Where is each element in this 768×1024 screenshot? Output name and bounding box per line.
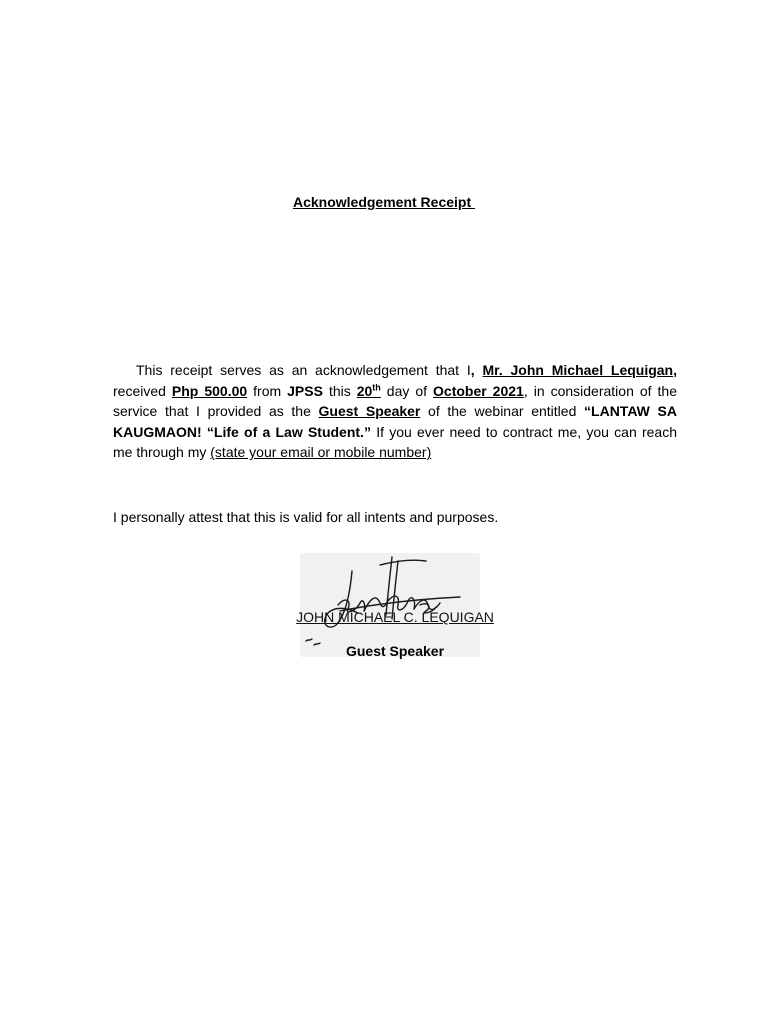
para-comma-1: ,	[470, 362, 483, 378]
receipt-paragraph	[113, 360, 677, 463]
para-text-6: , in consideration of the service that I provided as the	[113, 382, 677, 420]
month-year: October 2021	[433, 382, 524, 399]
amount: Php 500.00	[171, 382, 248, 399]
contact-placeholder: (state your email or mobile number)	[210, 444, 432, 461]
para-text-4: this	[322, 382, 357, 399]
signer-role: Guest Speaker	[345, 643, 445, 659]
day-number	[357, 383, 381, 399]
speaker-role: Guest Speaker	[318, 403, 421, 420]
handwritten-signature	[300, 553, 480, 657]
para-text-3: from	[247, 382, 288, 399]
webinar-title: “LANTAW SA KAUGMAON! “Life of a Law Student.”	[113, 403, 677, 440]
para-text-8: If you ever need to contract me, you can reach me through my	[113, 423, 678, 461]
para-text-1: This receipt serves as an acknowledgement that I	[136, 362, 471, 378]
attestation-text: I personally attest that this is valid for all intents and purposes.	[113, 509, 499, 525]
para-text-5: day of	[380, 382, 434, 399]
para-comma-2: ,	[673, 362, 678, 378]
signer-name: JOHN MICHAEL C. LEQUIGAN	[296, 609, 494, 625]
signature-image	[300, 553, 480, 657]
para-text-2: received	[113, 382, 172, 399]
recipient-name: Mr. John Michael Lequigan	[482, 362, 674, 378]
day-ordinal-suffix: th	[372, 381, 381, 392]
day-number-value: 20	[356, 382, 373, 399]
para-text-7: of the webinar entitled	[420, 403, 585, 420]
organization: JPSS	[287, 382, 323, 399]
document-title: Acknowledgement Receipt	[292, 194, 476, 210]
